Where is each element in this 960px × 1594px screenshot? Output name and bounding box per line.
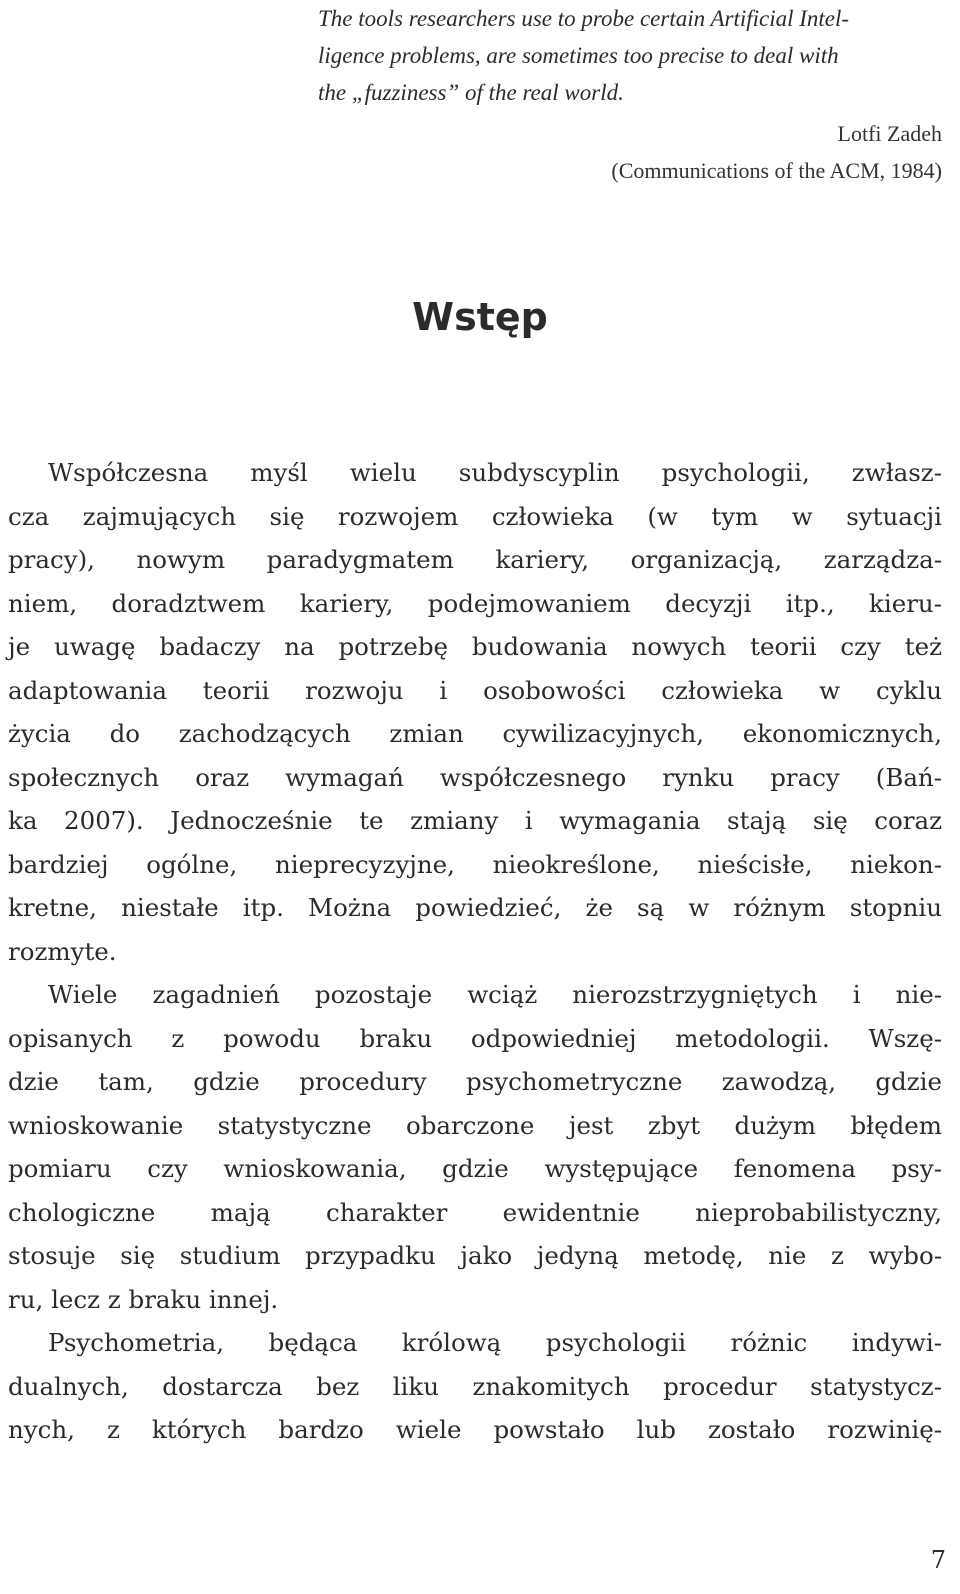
text-line: społecznych oraz wymagań współczesnego rynku pracy (Bań- bbox=[8, 762, 942, 792]
page-number: 7 bbox=[930, 1546, 946, 1574]
text-line: niem, doradztwem kariery, podejmowaniem decyzji itp., kieru- bbox=[8, 588, 942, 618]
epigraph-attribution bbox=[611, 115, 942, 189]
text-line: dzie tam, gdzie procedury psychometryczne zawodzą, gdzie bbox=[8, 1067, 942, 1096]
text-line: stosuje się studium przypadku jako jedyną metodę, nie z wybo- bbox=[8, 1241, 942, 1270]
text-line: cza zajmujących się rozwojem człowieka (w tym w sytuacji bbox=[8, 501, 942, 531]
epigraph-line: ligence problems, are sometimes too precise to deal with bbox=[318, 43, 839, 68]
text-line: kretne, niestałe itp. Można powiedzieć, że są w różnym stopniu bbox=[8, 893, 942, 922]
body-text bbox=[8, 451, 942, 1452]
text-line: Współczesna myśl wielu subdyscyplin psychologii, zwłasz- bbox=[48, 458, 942, 487]
text-line: dualnych, dostarcza bez liku znakomitych procedur statystycz- bbox=[8, 1371, 942, 1401]
text-line: rozmyte. bbox=[8, 936, 117, 966]
text-line: życia do zachodzących zmian cywilizacyjnych, ekonomicznych, bbox=[8, 719, 942, 748]
text-line: nych, z których bardzo wiele powstało lub zostało rozwinię- bbox=[8, 1415, 942, 1444]
epigraph-line: The tools researchers use to probe certain Artificial Intel- bbox=[318, 6, 850, 31]
text-line: je uwagę badaczy na potrzebę budowania nowych teorii czy też bbox=[8, 632, 942, 661]
epigraph-source: (Communications of the ACM, 1984) bbox=[611, 158, 942, 183]
epigraph-author: Lotfi Zadeh bbox=[837, 121, 942, 146]
epigraph-line: the „fuzziness” of the real world. bbox=[318, 80, 624, 105]
text-line: ka 2007). Jednocześnie te zmiany i wymagania stają się coraz bbox=[8, 806, 942, 835]
text-line: opisanych z powodu braku odpowiedniej metodologii. Wszę- bbox=[8, 1023, 942, 1053]
text-line: pomiaru czy wnioskowania, gdzie występujące fenomena psy- bbox=[8, 1154, 942, 1183]
text-line: Psychometria, będąca królową psychologii różnic indywi- bbox=[48, 1328, 942, 1357]
text-line: Wiele zagadnień pozostaje wciąż nierozstrzygniętych i nie- bbox=[48, 980, 942, 1009]
text-line: bardziej ogólne, nieprecyzyjne, nieokreślone, nieścisłe, niekon- bbox=[8, 849, 942, 879]
text-line: wnioskowanie statystyczne obarczone jest zbyt dużym błędem bbox=[8, 1110, 942, 1140]
text-line: ru, lecz z braku innej. bbox=[8, 1284, 279, 1314]
text-line: pracy), nowym paradygmatem kariery, organizacją, zarządza- bbox=[8, 545, 942, 574]
epigraph bbox=[318, 0, 950, 111]
chapter-heading: Wstęp bbox=[412, 295, 548, 340]
text-line: chologiczne mają charakter ewidentnie nieprobabilistyczny, bbox=[8, 1197, 942, 1227]
text-line: adaptowania teorii rozwoju i osobowości człowieka w cyklu bbox=[8, 675, 942, 705]
